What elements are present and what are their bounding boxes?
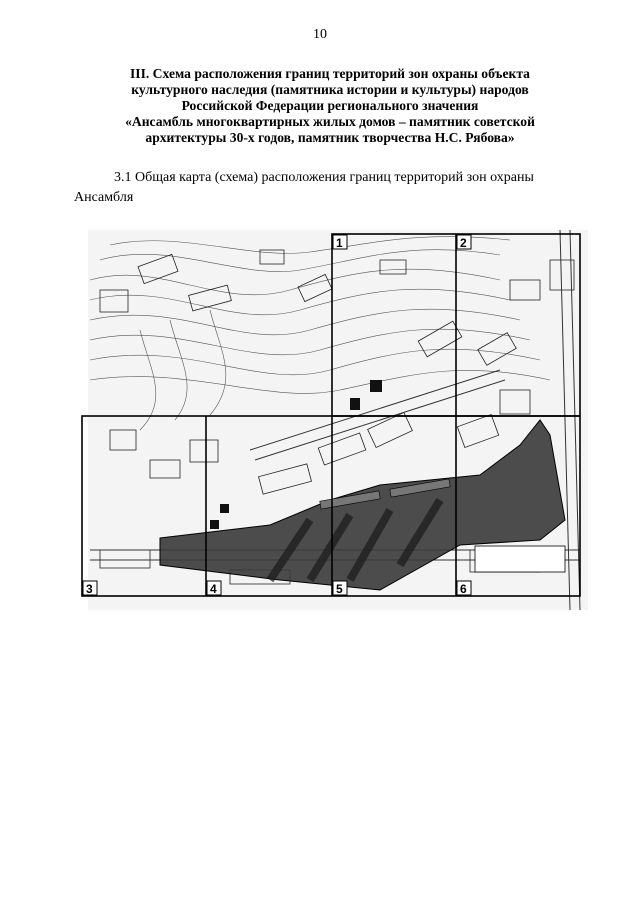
map-drawing: [80, 220, 588, 610]
sheet-label-1: 1: [336, 236, 343, 250]
heading-line: культурного наследия (памятника истории и культуры) народов: [131, 82, 529, 97]
page-number: 10: [313, 27, 327, 42]
heading-line: архитектуры 30-х годов, памятник творчества Н.С. Рябова»: [145, 130, 515, 145]
caption-line: Ансамбля: [74, 190, 134, 205]
sheet-label-6: 6: [460, 582, 467, 596]
sheet-label-4: 4: [210, 582, 217, 596]
heading-line: «Ансамбль многоквартирных жилых домов – памятник советской: [125, 114, 535, 129]
protection-zone-map: [80, 220, 588, 610]
section-heading: [80, 66, 580, 146]
heading-line: III. Схема расположения границ территорий зон охраны объекта: [130, 66, 530, 81]
sheet-label-3: 3: [86, 582, 93, 596]
white-building: [475, 546, 565, 572]
caption-line: 3.1 Общая карта (схема) расположения границ территорий зон охраны: [114, 170, 534, 185]
map-caption: [74, 168, 584, 208]
sheet-label-2: 2: [460, 236, 467, 250]
sheet-label-5: 5: [336, 582, 343, 596]
heading-line: Российской Федерации регионального значения: [181, 98, 479, 113]
